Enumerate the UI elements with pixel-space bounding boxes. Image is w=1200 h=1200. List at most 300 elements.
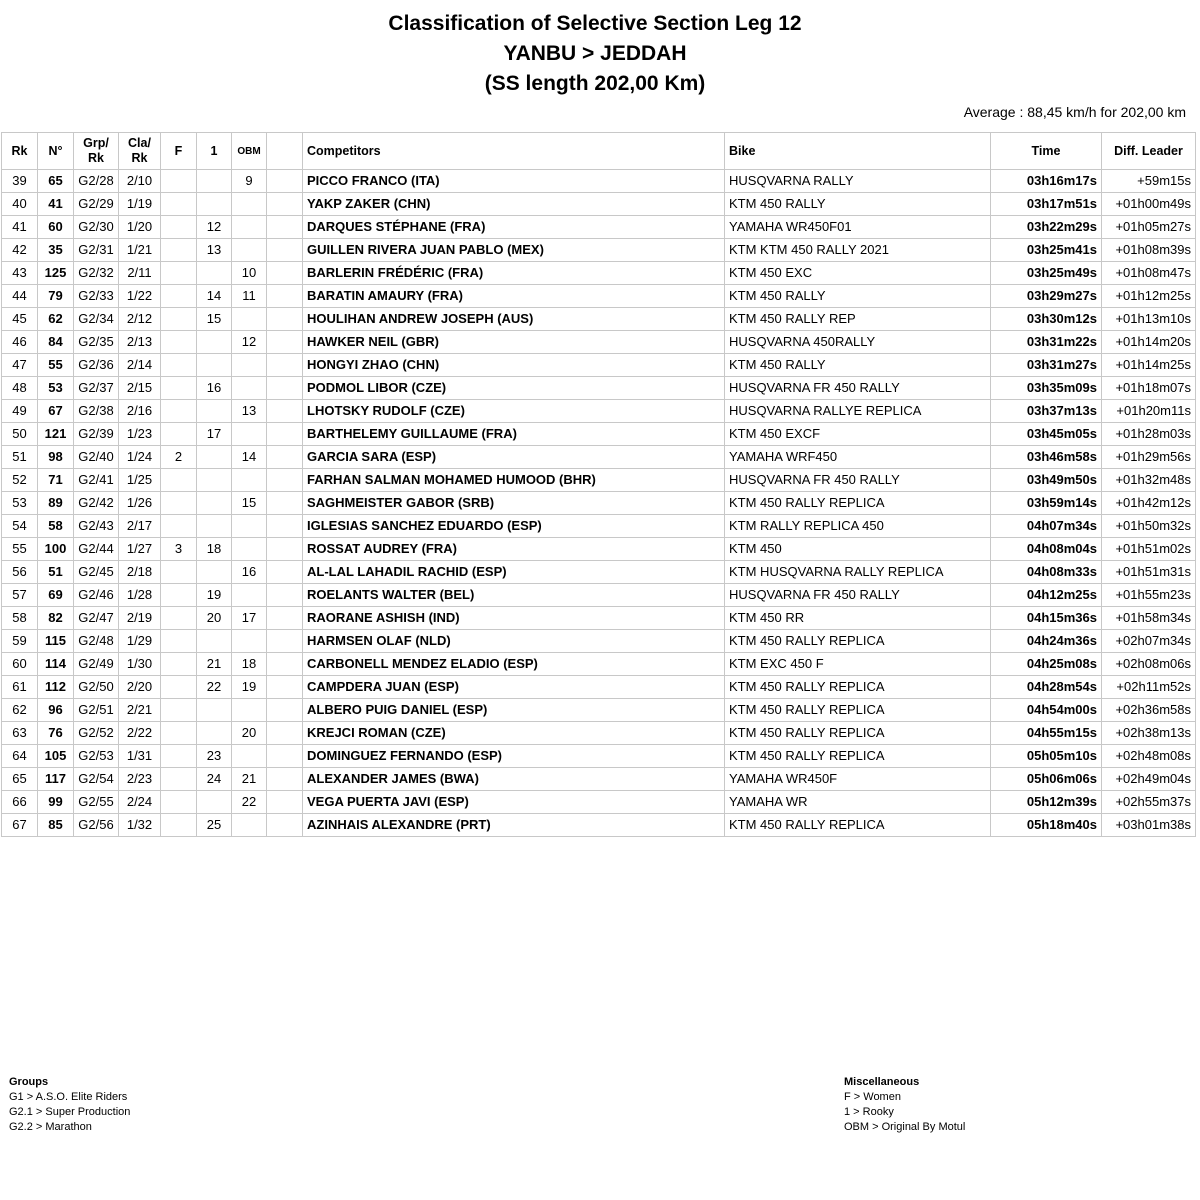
cell-obm [232, 308, 267, 331]
cell-cla-rk: 2/18 [119, 561, 161, 584]
cell-number: 76 [38, 722, 74, 745]
table-header-row [2, 133, 1196, 170]
cell-bike: KTM RALLY REPLICA 450 [725, 515, 991, 538]
cell-bike: KTM 450 RALLY REP [725, 308, 991, 331]
cell-diff-leader: +01h42m12s [1102, 492, 1196, 515]
cell-extra [267, 308, 303, 331]
cell-diff-leader: +01h20m11s [1102, 400, 1196, 423]
cell-number: 114 [38, 653, 74, 676]
cell-number: 79 [38, 285, 74, 308]
cell-women [161, 722, 197, 745]
table-row [2, 469, 1196, 492]
cell-bike: KTM 450 RR [725, 607, 991, 630]
cell-rooky: 13 [197, 239, 232, 262]
cell-competitor: ALBERO PUIG DANIEL (ESP) [303, 699, 725, 722]
cell-rank: 66 [2, 791, 38, 814]
cell-grp-rk: G2/30 [74, 216, 119, 239]
col-cla-line1: Cla/ [128, 136, 151, 150]
cell-cla-rk: 2/17 [119, 515, 161, 538]
cell-bike: KTM 450 [725, 538, 991, 561]
cell-diff-leader: +01h08m47s [1102, 262, 1196, 285]
cell-time: 04h25m08s [991, 653, 1102, 676]
cell-bike: KTM 450 RALLY REPLICA [725, 722, 991, 745]
cell-obm [232, 469, 267, 492]
cell-rank: 64 [2, 745, 38, 768]
cell-rank: 63 [2, 722, 38, 745]
cell-obm [232, 377, 267, 400]
cell-diff-leader: +02h11m52s [1102, 676, 1196, 699]
cell-bike: HUSQVARNA FR 450 RALLY [725, 377, 991, 400]
cell-grp-rk: G2/52 [74, 722, 119, 745]
col-competitors: Competitors [303, 133, 725, 170]
cell-grp-rk: G2/49 [74, 653, 119, 676]
cell-time: 04h28m54s [991, 676, 1102, 699]
cell-rank: 44 [2, 285, 38, 308]
cell-diff-leader: +03h01m38s [1102, 814, 1196, 837]
cell-grp-rk: G2/34 [74, 308, 119, 331]
cell-obm [232, 239, 267, 262]
cell-time: 03h49m50s [991, 469, 1102, 492]
cell-rooky: 21 [197, 653, 232, 676]
cell-grp-rk: G2/42 [74, 492, 119, 515]
classification-table [1, 132, 1196, 837]
cell-time: 05h06m06s [991, 768, 1102, 791]
cell-obm [232, 515, 267, 538]
cell-diff-leader: +01h13m10s [1102, 308, 1196, 331]
cell-competitor: HAWKER NEIL (GBR) [303, 331, 725, 354]
table-row [2, 699, 1196, 722]
cell-extra [267, 699, 303, 722]
cell-number: 82 [38, 607, 74, 630]
cell-competitor: AZINHAIS ALEXANDRE (PRT) [303, 814, 725, 837]
cell-cla-rk: 1/20 [119, 216, 161, 239]
cell-competitor: HONGYI ZHAO (CHN) [303, 354, 725, 377]
cell-time: 03h16m17s [991, 170, 1102, 193]
cell-extra [267, 377, 303, 400]
cell-grp-rk: G2/54 [74, 768, 119, 791]
table-row [2, 285, 1196, 308]
cell-competitor: IGLESIAS SANCHEZ EDUARDO (ESP) [303, 515, 725, 538]
cell-women [161, 791, 197, 814]
cell-women [161, 814, 197, 837]
cell-bike: YAMAHA WR [725, 791, 991, 814]
cell-grp-rk: G2/31 [74, 239, 119, 262]
cell-number: 121 [38, 423, 74, 446]
cell-diff-leader: +01h00m49s [1102, 193, 1196, 216]
cell-time: 04h15m36s [991, 607, 1102, 630]
cell-time: 03h31m27s [991, 354, 1102, 377]
cell-obm: 18 [232, 653, 267, 676]
cell-diff-leader: +01h32m48s [1102, 469, 1196, 492]
table-row [2, 515, 1196, 538]
cell-time: 04h55m15s [991, 722, 1102, 745]
cell-obm [232, 193, 267, 216]
legend-group-item: G2.2 > Marathon [9, 1121, 92, 1133]
cell-cla-rk: 2/24 [119, 791, 161, 814]
cell-extra [267, 193, 303, 216]
cell-number: 60 [38, 216, 74, 239]
cell-extra [267, 814, 303, 837]
cell-rooky [197, 561, 232, 584]
cell-rooky: 16 [197, 377, 232, 400]
cell-women: 3 [161, 538, 197, 561]
cell-rooky [197, 446, 232, 469]
cell-bike: KTM 450 RALLY REPLICA [725, 630, 991, 653]
cell-time: 04h07m34s [991, 515, 1102, 538]
col-grp-rk [74, 133, 119, 170]
cell-obm [232, 216, 267, 239]
cell-number: 96 [38, 699, 74, 722]
cell-time: 05h12m39s [991, 791, 1102, 814]
cell-rank: 50 [2, 423, 38, 446]
cell-rooky: 17 [197, 423, 232, 446]
cell-rooky [197, 469, 232, 492]
cell-diff-leader: +01h29m56s [1102, 446, 1196, 469]
cell-women [161, 308, 197, 331]
table-row [2, 170, 1196, 193]
cell-grp-rk: G2/44 [74, 538, 119, 561]
cell-competitor: BARTHELEMY GUILLAUME (FRA) [303, 423, 725, 446]
table-row [2, 331, 1196, 354]
table-row [2, 584, 1196, 607]
cell-time: 03h31m22s [991, 331, 1102, 354]
cell-time: 03h46m58s [991, 446, 1102, 469]
cell-obm [232, 354, 267, 377]
cell-obm [232, 814, 267, 837]
cell-grp-rk: G2/46 [74, 584, 119, 607]
cell-number: 112 [38, 676, 74, 699]
cell-obm [232, 538, 267, 561]
cell-extra [267, 791, 303, 814]
cell-time: 03h37m13s [991, 400, 1102, 423]
cell-competitor: AL-LAL LAHADIL RACHID (ESP) [303, 561, 725, 584]
cell-grp-rk: G2/35 [74, 331, 119, 354]
cell-competitor: SAGHMEISTER GABOR (SRB) [303, 492, 725, 515]
cell-cla-rk: 2/10 [119, 170, 161, 193]
cell-grp-rk: G2/40 [74, 446, 119, 469]
page-title: Classification of Selective Section Leg 12 [388, 12, 802, 35]
cell-rooky: 24 [197, 768, 232, 791]
cell-women [161, 331, 197, 354]
cell-obm: 12 [232, 331, 267, 354]
cell-women [161, 285, 197, 308]
cell-grp-rk: G2/32 [74, 262, 119, 285]
cell-diff-leader: +01h14m20s [1102, 331, 1196, 354]
cell-diff-leader: +01h14m25s [1102, 354, 1196, 377]
cell-extra [267, 331, 303, 354]
cell-obm [232, 423, 267, 446]
cell-competitor: GUILLEN RIVERA JUAN PABLO (MEX) [303, 239, 725, 262]
table-row [2, 768, 1196, 791]
cell-rank: 41 [2, 216, 38, 239]
cell-competitor: PICCO FRANCO (ITA) [303, 170, 725, 193]
cell-time: 05h05m10s [991, 745, 1102, 768]
cell-obm: 10 [232, 262, 267, 285]
cell-bike: KTM 450 RALLY REPLICA [725, 814, 991, 837]
cell-number: 65 [38, 170, 74, 193]
cell-bike: YAMAHA WRF450 [725, 446, 991, 469]
cell-cla-rk: 1/21 [119, 239, 161, 262]
cell-obm [232, 584, 267, 607]
table-row [2, 492, 1196, 515]
cell-obm: 20 [232, 722, 267, 745]
cell-extra [267, 423, 303, 446]
cell-rank: 46 [2, 331, 38, 354]
cell-extra [267, 446, 303, 469]
cell-diff-leader: +02h08m06s [1102, 653, 1196, 676]
cell-women [161, 653, 197, 676]
cell-women [161, 630, 197, 653]
col-number: N° [38, 133, 74, 170]
table-row [2, 791, 1196, 814]
cell-grp-rk: G2/36 [74, 354, 119, 377]
cell-diff-leader: +02h38m13s [1102, 722, 1196, 745]
col-grp-line1: Grp/ [83, 136, 109, 150]
cell-rank: 53 [2, 492, 38, 515]
cell-rank: 59 [2, 630, 38, 653]
cell-competitor: BARLERIN FRÉDÉRIC (FRA) [303, 262, 725, 285]
cell-rank: 52 [2, 469, 38, 492]
cell-diff-leader: +02h48m08s [1102, 745, 1196, 768]
cell-grp-rk: G2/50 [74, 676, 119, 699]
cell-number: 100 [38, 538, 74, 561]
cell-women [161, 400, 197, 423]
cell-grp-rk: G2/41 [74, 469, 119, 492]
cell-grp-rk: G2/29 [74, 193, 119, 216]
cell-rooky [197, 354, 232, 377]
col-time: Time [991, 133, 1102, 170]
cell-competitor: HOULIHAN ANDREW JOSEPH (AUS) [303, 308, 725, 331]
cell-number: 55 [38, 354, 74, 377]
cell-women [161, 216, 197, 239]
cell-rooky [197, 515, 232, 538]
table-row [2, 446, 1196, 469]
cell-extra [267, 676, 303, 699]
cell-cla-rk: 2/22 [119, 722, 161, 745]
cell-number: 71 [38, 469, 74, 492]
cell-grp-rk: G2/38 [74, 400, 119, 423]
cell-rooky: 20 [197, 607, 232, 630]
cell-competitor: CAMPDERA JUAN (ESP) [303, 676, 725, 699]
cell-competitor: BARATIN AMAURY (FRA) [303, 285, 725, 308]
col-obm: OBM [232, 133, 267, 170]
legend-group-item: G1 > A.S.O. Elite Riders [9, 1091, 128, 1103]
col-diff-leader: Diff. Leader [1102, 133, 1196, 170]
cell-obm: 16 [232, 561, 267, 584]
cell-cla-rk: 1/29 [119, 630, 161, 653]
col-women: F [161, 133, 197, 170]
cell-time: 05h18m40s [991, 814, 1102, 837]
cell-time: 04h08m33s [991, 561, 1102, 584]
cell-bike: KTM 450 RALLY [725, 354, 991, 377]
cell-bike: HUSQVARNA FR 450 RALLY [725, 584, 991, 607]
cell-extra [267, 239, 303, 262]
cell-grp-rk: G2/37 [74, 377, 119, 400]
cell-competitor: LHOTSKY RUDOLF (CZE) [303, 400, 725, 423]
cell-diff-leader: +59m15s [1102, 170, 1196, 193]
cell-number: 115 [38, 630, 74, 653]
cell-rooky [197, 262, 232, 285]
cell-rooky: 18 [197, 538, 232, 561]
table-row [2, 630, 1196, 653]
table-row [2, 400, 1196, 423]
cell-number: 89 [38, 492, 74, 515]
cell-rank: 67 [2, 814, 38, 837]
cell-cla-rk: 1/23 [119, 423, 161, 446]
cell-competitor: GARCIA SARA (ESP) [303, 446, 725, 469]
cell-number: 62 [38, 308, 74, 331]
cell-number: 125 [38, 262, 74, 285]
cell-cla-rk: 1/25 [119, 469, 161, 492]
cell-cla-rk: 1/32 [119, 814, 161, 837]
table-row [2, 354, 1196, 377]
cell-cla-rk: 2/14 [119, 354, 161, 377]
cell-rooky [197, 170, 232, 193]
cell-cla-rk: 1/30 [119, 653, 161, 676]
cell-number: 53 [38, 377, 74, 400]
cell-rank: 40 [2, 193, 38, 216]
cell-time: 04h08m04s [991, 538, 1102, 561]
cell-number: 69 [38, 584, 74, 607]
table-row [2, 377, 1196, 400]
cell-cla-rk: 2/19 [119, 607, 161, 630]
cell-bike: KTM 450 RALLY REPLICA [725, 492, 991, 515]
cell-women [161, 193, 197, 216]
table-row [2, 676, 1196, 699]
cell-rank: 49 [2, 400, 38, 423]
col-grp-line2: Rk [88, 151, 104, 165]
cell-time: 03h22m29s [991, 216, 1102, 239]
cell-grp-rk: G2/53 [74, 745, 119, 768]
cell-rooky: 22 [197, 676, 232, 699]
cell-extra [267, 584, 303, 607]
cell-grp-rk: G2/28 [74, 170, 119, 193]
cell-diff-leader: +02h55m37s [1102, 791, 1196, 814]
cell-diff-leader: +02h07m34s [1102, 630, 1196, 653]
cell-bike: KTM 450 RALLY REPLICA [725, 699, 991, 722]
cell-number: 105 [38, 745, 74, 768]
cell-obm [232, 630, 267, 653]
cell-number: 117 [38, 768, 74, 791]
cell-grp-rk: G2/33 [74, 285, 119, 308]
table-row [2, 262, 1196, 285]
table-row [2, 308, 1196, 331]
cell-competitor: HARMSEN OLAF (NLD) [303, 630, 725, 653]
cell-extra [267, 538, 303, 561]
cell-time: 03h29m27s [991, 285, 1102, 308]
cell-competitor: VEGA PUERTA JAVI (ESP) [303, 791, 725, 814]
cell-rooky: 15 [197, 308, 232, 331]
cell-rank: 42 [2, 239, 38, 262]
cell-rank: 51 [2, 446, 38, 469]
table-row [2, 814, 1196, 837]
cell-time: 04h24m36s [991, 630, 1102, 653]
cell-time: 04h54m00s [991, 699, 1102, 722]
cell-obm [232, 699, 267, 722]
cell-cla-rk: 1/28 [119, 584, 161, 607]
table-row [2, 423, 1196, 446]
cell-women [161, 515, 197, 538]
cell-cla-rk: 2/13 [119, 331, 161, 354]
cell-obm: 17 [232, 607, 267, 630]
cell-grp-rk: G2/55 [74, 791, 119, 814]
cell-women [161, 768, 197, 791]
cell-rank: 62 [2, 699, 38, 722]
cell-extra [267, 653, 303, 676]
cell-women: 2 [161, 446, 197, 469]
cell-grp-rk: G2/48 [74, 630, 119, 653]
cell-cla-rk: 2/21 [119, 699, 161, 722]
cell-extra [267, 170, 303, 193]
cell-number: 85 [38, 814, 74, 837]
cell-obm [232, 745, 267, 768]
cell-rooky [197, 193, 232, 216]
cell-cla-rk: 1/27 [119, 538, 161, 561]
legend-misc-item: 1 > Rooky [844, 1106, 894, 1118]
cell-bike: KTM 450 RALLY [725, 193, 991, 216]
table-row [2, 745, 1196, 768]
cell-rank: 43 [2, 262, 38, 285]
cell-number: 35 [38, 239, 74, 262]
cell-grp-rk: G2/47 [74, 607, 119, 630]
cell-diff-leader: +01h05m27s [1102, 216, 1196, 239]
cell-cla-rk: 2/16 [119, 400, 161, 423]
cell-women [161, 584, 197, 607]
col-rooky: 1 [197, 133, 232, 170]
cell-rank: 54 [2, 515, 38, 538]
cell-rank: 65 [2, 768, 38, 791]
cell-rooky [197, 331, 232, 354]
cell-women [161, 699, 197, 722]
cell-rooky [197, 722, 232, 745]
cell-rooky [197, 492, 232, 515]
stage-route: YANBU > JEDDAH [503, 42, 687, 65]
cell-diff-leader: +01h28m03s [1102, 423, 1196, 446]
cell-competitor: DARQUES STÉPHANE (FRA) [303, 216, 725, 239]
cell-extra [267, 285, 303, 308]
cell-diff-leader: +01h58m34s [1102, 607, 1196, 630]
cell-grp-rk: G2/51 [74, 699, 119, 722]
cell-obm: 11 [232, 285, 267, 308]
cell-cla-rk: 2/23 [119, 768, 161, 791]
col-cla-line2: Rk [131, 151, 148, 165]
legend-group-item: G2.1 > Super Production [9, 1106, 131, 1118]
cell-diff-leader: +01h12m25s [1102, 285, 1196, 308]
cell-rooky: 25 [197, 814, 232, 837]
cell-rooky [197, 400, 232, 423]
cell-women [161, 745, 197, 768]
cell-time: 03h17m51s [991, 193, 1102, 216]
cell-bike: KTM HUSQVARNA RALLY REPLICA [725, 561, 991, 584]
cell-rooky [197, 630, 232, 653]
cell-competitor: ROSSAT AUDREY (FRA) [303, 538, 725, 561]
cell-extra [267, 469, 303, 492]
cell-competitor: ALEXANDER JAMES (BWA) [303, 768, 725, 791]
cell-competitor: DOMINGUEZ FERNANDO (ESP) [303, 745, 725, 768]
cell-time: 03h45m05s [991, 423, 1102, 446]
cell-number: 41 [38, 193, 74, 216]
cell-bike: HUSQVARNA FR 450 RALLY [725, 469, 991, 492]
cell-women [161, 423, 197, 446]
cell-bike: YAMAHA WR450F [725, 768, 991, 791]
cell-grp-rk: G2/39 [74, 423, 119, 446]
cell-bike: HUSQVARNA 450RALLY [725, 331, 991, 354]
cell-obm: 19 [232, 676, 267, 699]
cell-time: 04h12m25s [991, 584, 1102, 607]
cell-cla-rk: 2/20 [119, 676, 161, 699]
cell-rank: 55 [2, 538, 38, 561]
cell-women [161, 262, 197, 285]
